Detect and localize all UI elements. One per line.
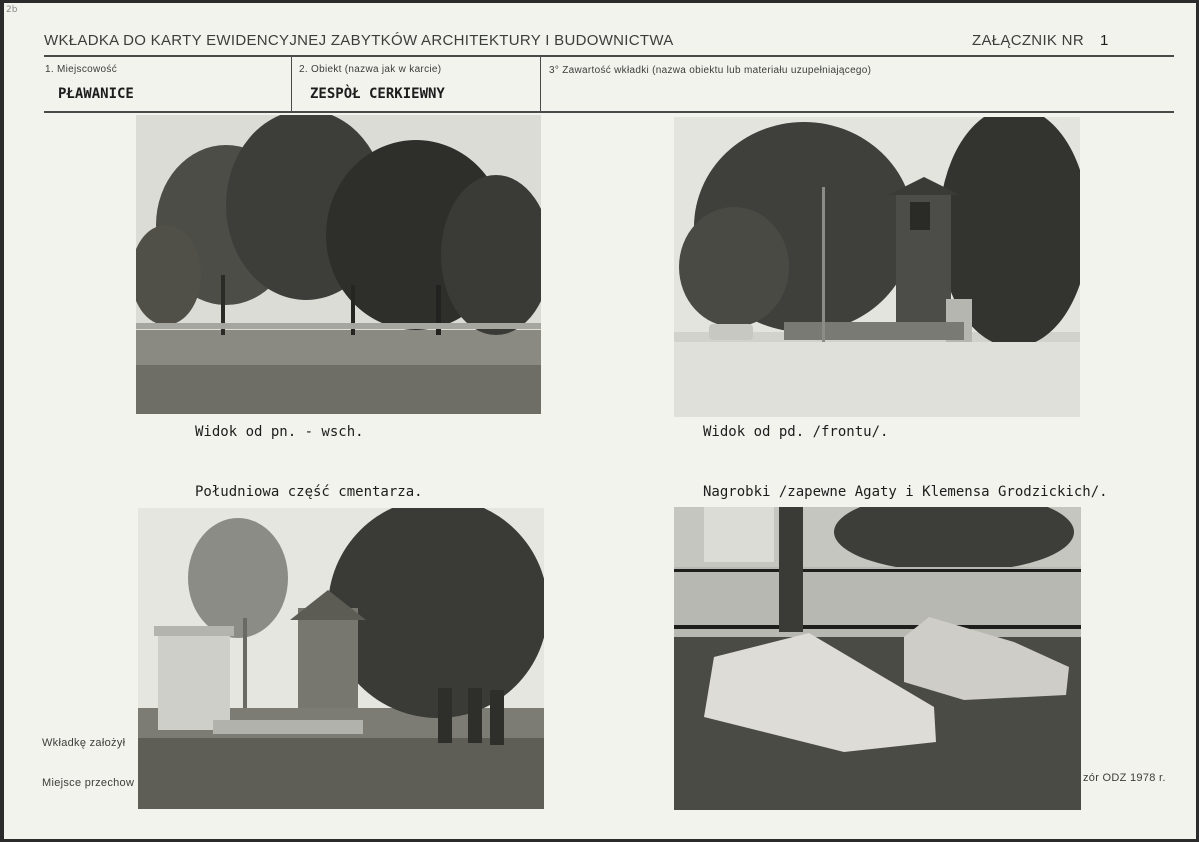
caption-front-view: Widok od pd. /frontu/. — [703, 424, 889, 440]
object-value: ZESPÒŁ CERKIEWNY — [310, 86, 445, 102]
form-mark: zór ODZ 1978 r. — [1083, 772, 1166, 784]
photo-front-view-image — [674, 117, 1080, 417]
photo-north-east-view — [136, 115, 541, 414]
prepared-by-label: Wkładkę założył — [42, 737, 126, 749]
header-top-rule — [44, 55, 1174, 57]
locality-label: 1. Miejscowość — [45, 64, 117, 75]
photo-cemetery-south — [138, 508, 544, 809]
attachment-number: 1 — [1100, 32, 1109, 49]
photo-front-view — [674, 117, 1080, 417]
photo-north-east-view-image — [136, 115, 541, 414]
header-bottom-rule — [44, 111, 1174, 113]
field-divider-2 — [540, 57, 541, 111]
field-divider-1 — [291, 57, 292, 111]
object-label: 2. Obiekt (nazwa jak w karcie) — [299, 64, 442, 75]
photo-tombstones-image — [674, 507, 1081, 810]
photo-cemetery-south-image — [138, 508, 544, 809]
inventory-card-sheet — [4, 3, 1196, 839]
photo-tombstones — [674, 507, 1081, 810]
locality-value: PŁAWANICE — [58, 86, 134, 102]
corner-mark: 2b — [6, 5, 18, 15]
caption-north-east-view: Widok od pn. - wsch. — [195, 424, 364, 440]
card-title: WKŁADKA DO KARTY EWIDENCYJNEJ ZABYTKÓW ARCHITEKTURY I BUDOWNICTWA — [44, 32, 674, 49]
contents-label: 3° Zawartość wkładki (nazwa obiektu lub materiału uzupełniającego) — [549, 65, 872, 76]
attachment-label: ZAŁĄCZNIK NR — [972, 32, 1084, 49]
caption-cemetery-south: Południowa część cmentarza. — [195, 484, 423, 500]
caption-tombstones: Nagrobki /zapewne Agaty i Klemensa Grodzickich/. — [703, 484, 1108, 500]
storage-place-label: Miejsce przechow — [42, 777, 135, 789]
